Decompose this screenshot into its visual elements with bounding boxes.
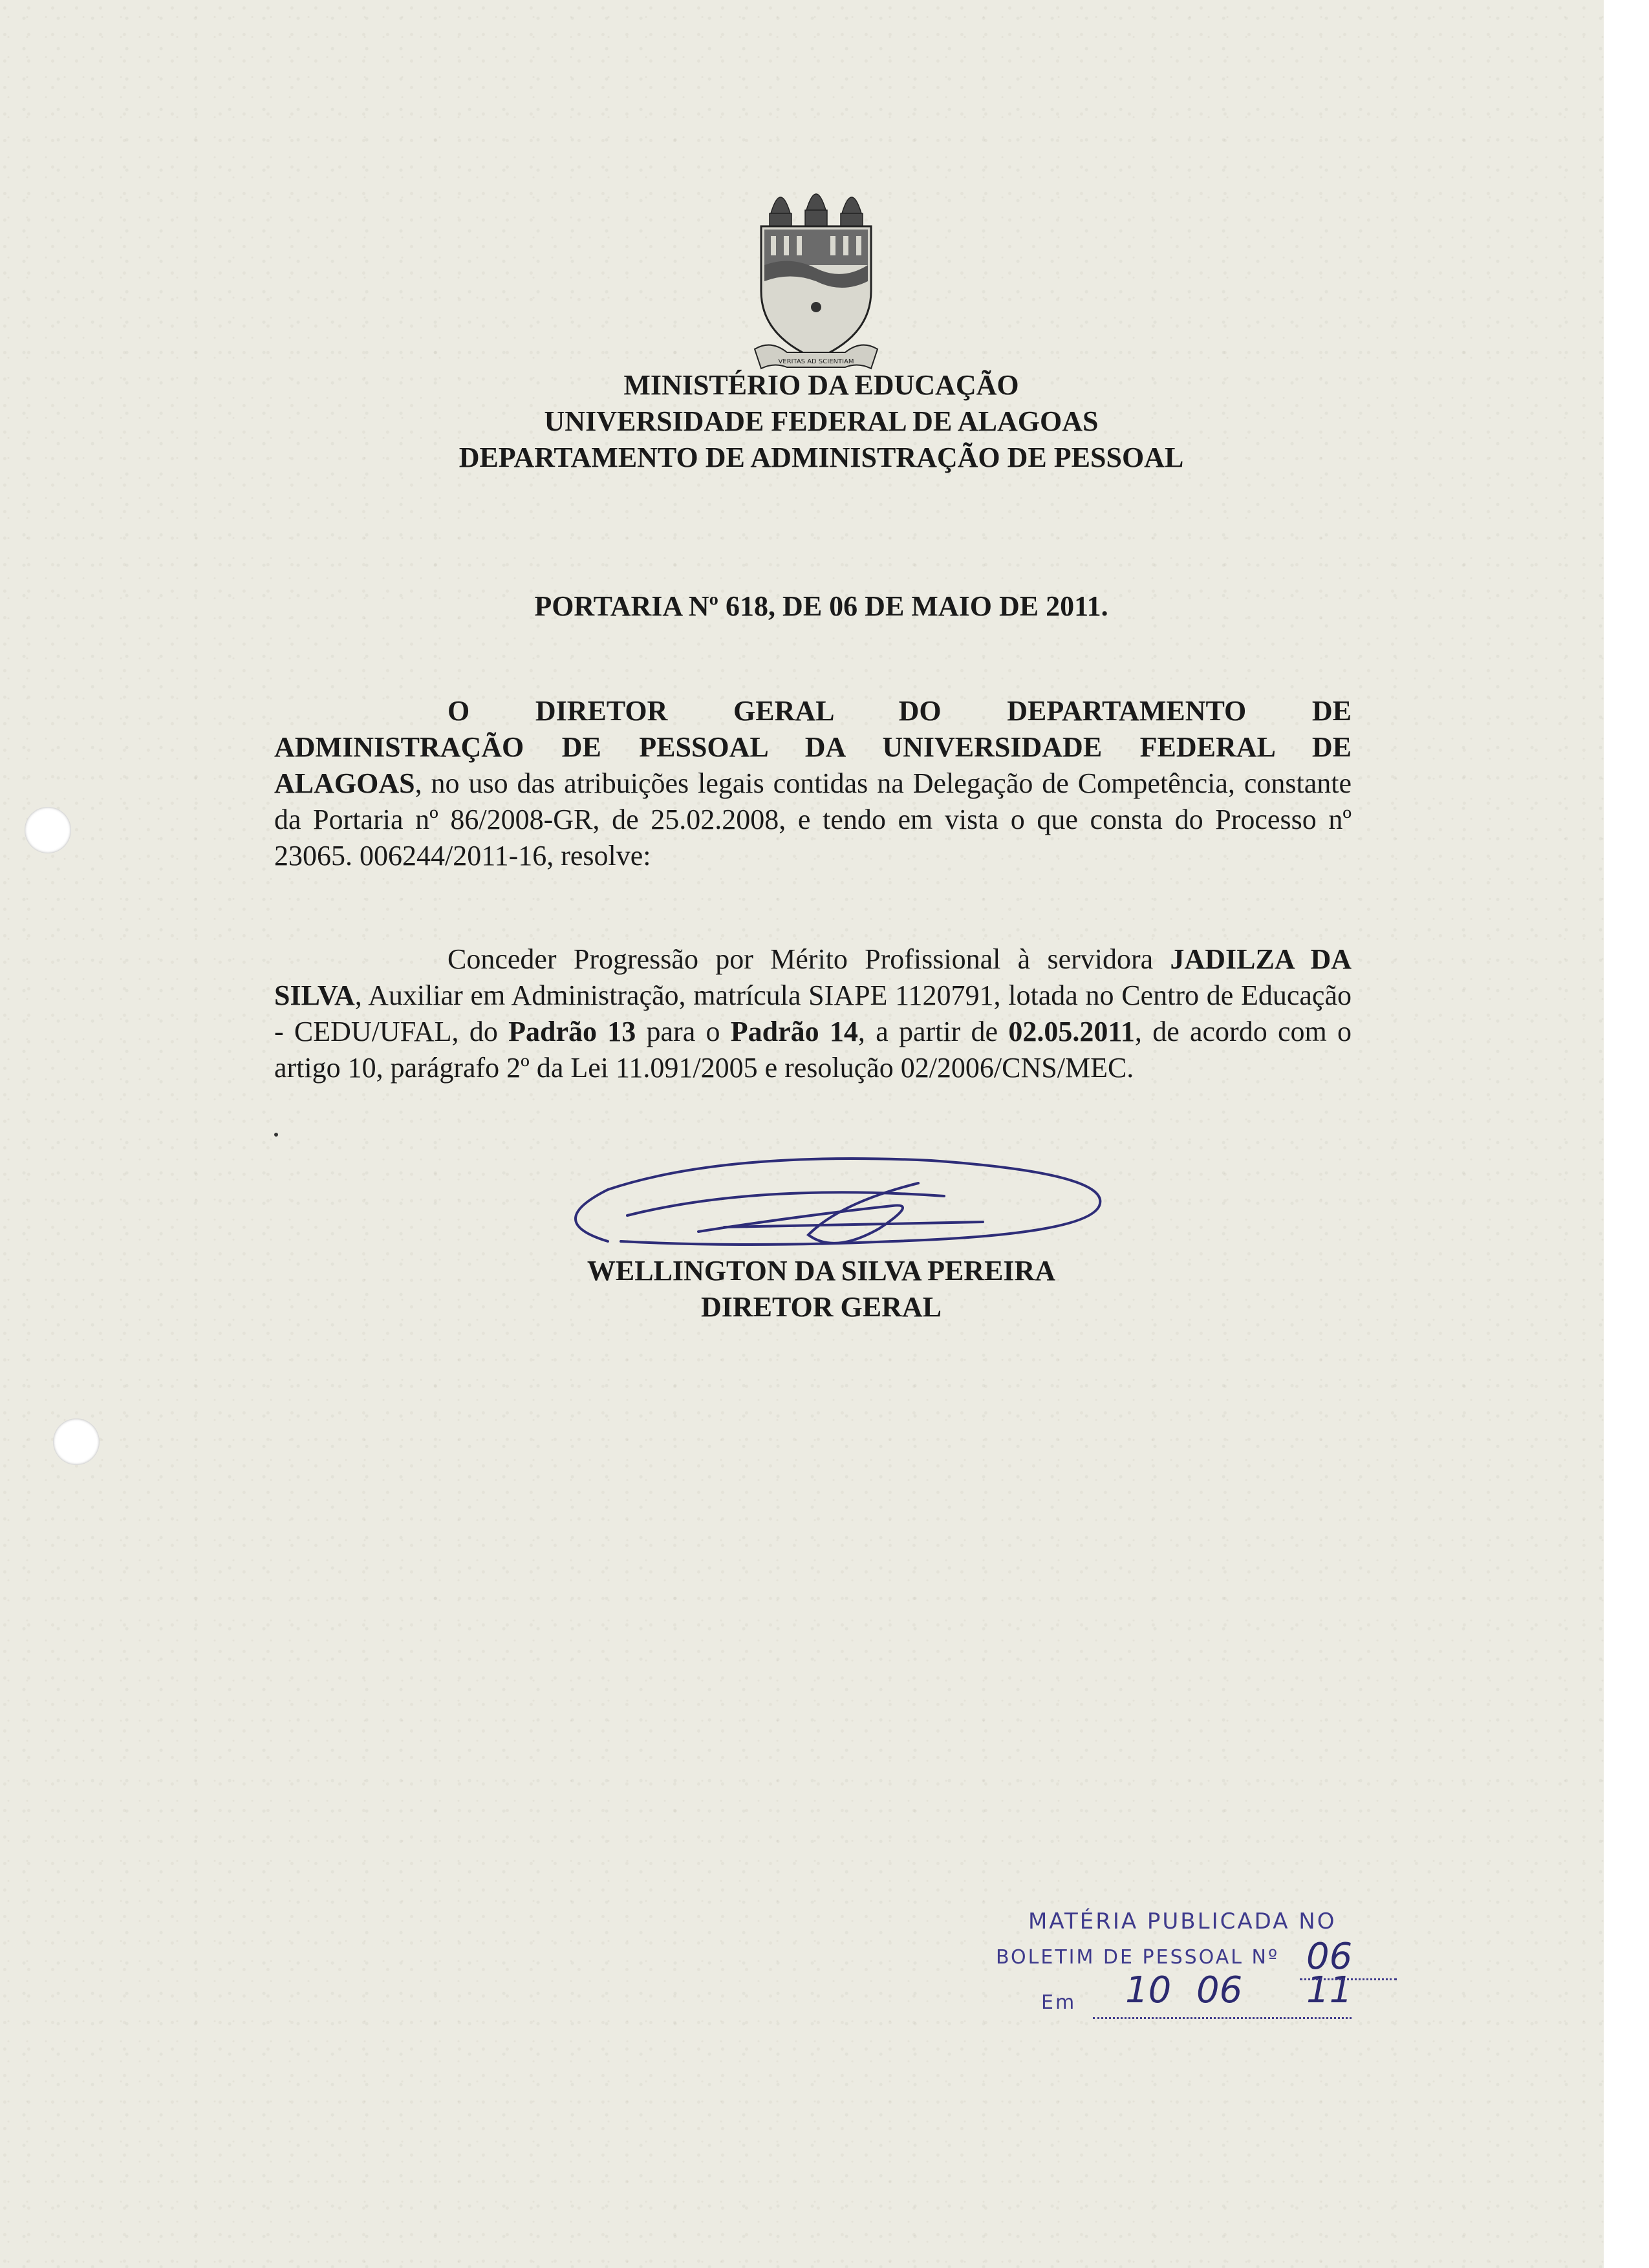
stray-dot xyxy=(274,1133,278,1137)
resolution-text-2: , Auxiliar em Administração, matrícula SIAPE 1120791, lotada no Centro de Educação - CEDU/UFAL, do xyxy=(274,979,1352,1047)
header-university: UNIVERSIDADE FEDERAL DE ALAGOAS xyxy=(544,405,1099,437)
stamp-bulletin-number: 06 xyxy=(1306,1936,1353,1978)
stamp-date-day: 10 xyxy=(1125,1969,1172,2011)
signer-name: WELLINGTON DA SILVA PEREIRA xyxy=(587,1255,1056,1287)
padrao-to: Padrão 14 xyxy=(730,1016,858,1047)
document-header xyxy=(0,367,1643,476)
resolution-text-4: , a partir de xyxy=(857,1016,1009,1047)
header-ministry: MINISTÉRIO DA EDUCAÇÃO xyxy=(623,369,1019,401)
padrao-from: Padrão 13 xyxy=(508,1016,636,1047)
effective-date: 02.05.2011 xyxy=(1008,1016,1135,1047)
stamp-date-month: 06 xyxy=(1196,1969,1243,2011)
stamp-line-bulletin: BOLETIM DE PESSOAL Nº xyxy=(996,1946,1280,1969)
punch-hole xyxy=(53,1418,100,1465)
preamble-bold-intro: O DIRETOR GERAL DO DEPARTAMENTO DE ADMINISTRAÇÃO DE PESSOAL DA UNIVERSIDADE FEDERAL DE ALAGOAS xyxy=(274,695,1352,799)
portaria-title: PORTARIA Nº 618, DE 06 DE MAIO DE 2011. xyxy=(534,590,1108,622)
paragraph-resolution xyxy=(274,941,1352,1086)
resolution-text-1: Conceder Progressão por Mérito Profissional à servidora xyxy=(447,943,1170,975)
paragraph-preamble xyxy=(274,693,1352,874)
preamble-text: , no uso das atribuições legais contidas na Delegação de Competência, constante da Portaria nº 86/2008-GR, de 25.02.2008, e tendo em vista o que consta do Processo nº 23065. 006244/2011-16, resolve: xyxy=(274,767,1352,872)
university-crest-icon xyxy=(751,175,881,375)
stamp-underline xyxy=(1300,1978,1397,1980)
signature-block xyxy=(530,1253,1112,1325)
publication-stamp xyxy=(996,1894,1410,2024)
signer-role: DIRETOR GERAL xyxy=(700,1291,942,1323)
svg-text:VERITAS AD SCIENTIAM: VERITAS AD SCIENTIAM xyxy=(778,358,854,365)
stamp-line-published: MATÉRIA PUBLICADA NO xyxy=(1028,1909,1337,1934)
stamp-date-year: 11 xyxy=(1306,1969,1353,2011)
stamp-underline xyxy=(1093,2017,1352,2019)
header-department: DEPARTAMENTO DE ADMINISTRAÇÃO DE PESSOAL xyxy=(458,442,1184,473)
resolution-text-5: , de acordo com o artigo 10, parágrafo 2º da Lei 11.091/2005 e resolução 02/2006/CNS/MEC. xyxy=(274,1016,1352,1084)
punch-hole xyxy=(25,807,71,853)
resolution-text-3: para o xyxy=(636,1016,731,1047)
stamp-line-date-label: Em xyxy=(1041,1991,1077,2014)
servant-name: JADILZA DA SILVA xyxy=(274,943,1352,1011)
